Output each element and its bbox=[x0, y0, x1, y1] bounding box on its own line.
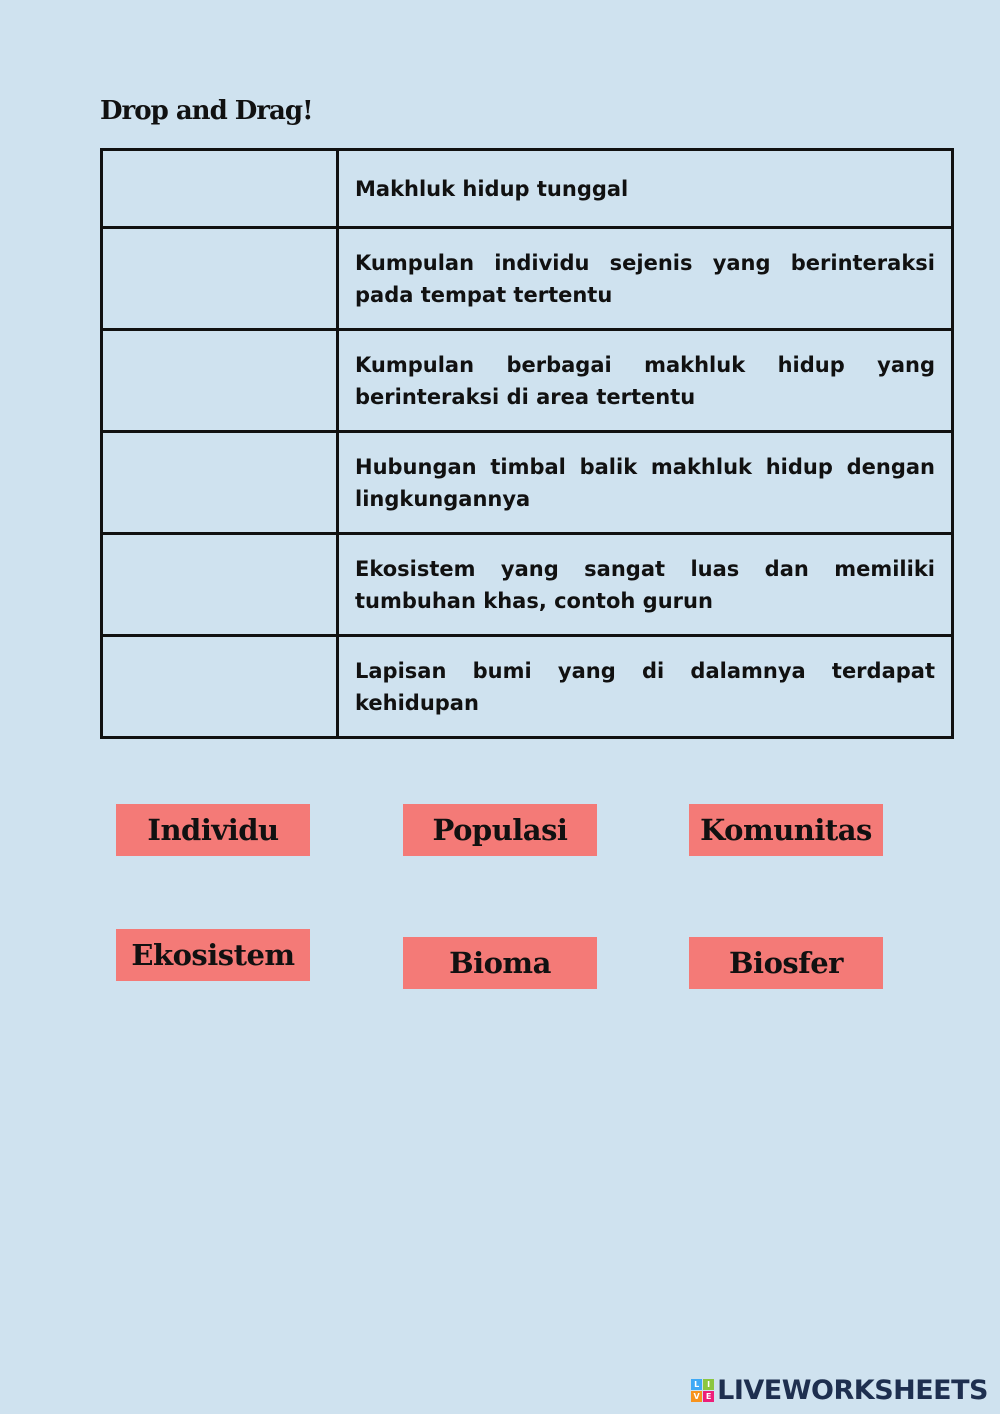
description-6: Lapisan bumi yang di dalamnya terdapat kehidupan bbox=[338, 636, 953, 738]
table-row bbox=[102, 330, 953, 432]
logo-tile-v: V bbox=[691, 1391, 702, 1402]
draggable-chip-bioma[interactable]: Bioma bbox=[403, 937, 597, 989]
table-row bbox=[102, 432, 953, 534]
drop-zone-4[interactable] bbox=[102, 432, 338, 534]
page-title: Drop and Drag! bbox=[100, 96, 313, 126]
draggable-chip-komunitas[interactable]: Komunitas bbox=[689, 804, 883, 856]
table-row bbox=[102, 636, 953, 738]
description-2: Kumpulan individu sejenis yang berinteraksi pada tempat tertentu bbox=[338, 228, 953, 330]
draggable-chip-biosfer[interactable]: Biosfer bbox=[689, 937, 883, 989]
description-1: Makhluk hidup tunggal bbox=[338, 150, 953, 228]
matching-table bbox=[100, 148, 954, 739]
description-3: Kumpulan berbagai makhluk hidup yang berinteraksi di area tertentu bbox=[338, 330, 953, 432]
table-row bbox=[102, 150, 953, 228]
drop-zone-3[interactable] bbox=[102, 330, 338, 432]
draggable-chip-populasi[interactable]: Populasi bbox=[403, 804, 597, 856]
table-row bbox=[102, 228, 953, 330]
liveworksheets-logo-icon bbox=[691, 1379, 714, 1402]
logo-tile-i: I bbox=[703, 1379, 714, 1390]
liveworksheets-logo bbox=[691, 1372, 988, 1408]
drop-zone-2[interactable] bbox=[102, 228, 338, 330]
logo-tile-l: L bbox=[691, 1379, 702, 1390]
brand-name: LIVEWORKSHEETS bbox=[717, 1374, 988, 1406]
logo-tile-e: E bbox=[703, 1391, 714, 1402]
draggable-chip-ekosistem[interactable]: Ekosistem bbox=[116, 929, 310, 981]
drop-zone-6[interactable] bbox=[102, 636, 338, 738]
drop-zone-1[interactable] bbox=[102, 150, 338, 228]
draggable-chip-individu[interactable]: Individu bbox=[116, 804, 310, 856]
description-4: Hubungan timbal balik makhluk hidup dengan lingkungannya bbox=[338, 432, 953, 534]
drop-zone-5[interactable] bbox=[102, 534, 338, 636]
table-row bbox=[102, 534, 953, 636]
description-5: Ekosistem yang sangat luas dan memiliki tumbuhan khas, contoh gurun bbox=[338, 534, 953, 636]
